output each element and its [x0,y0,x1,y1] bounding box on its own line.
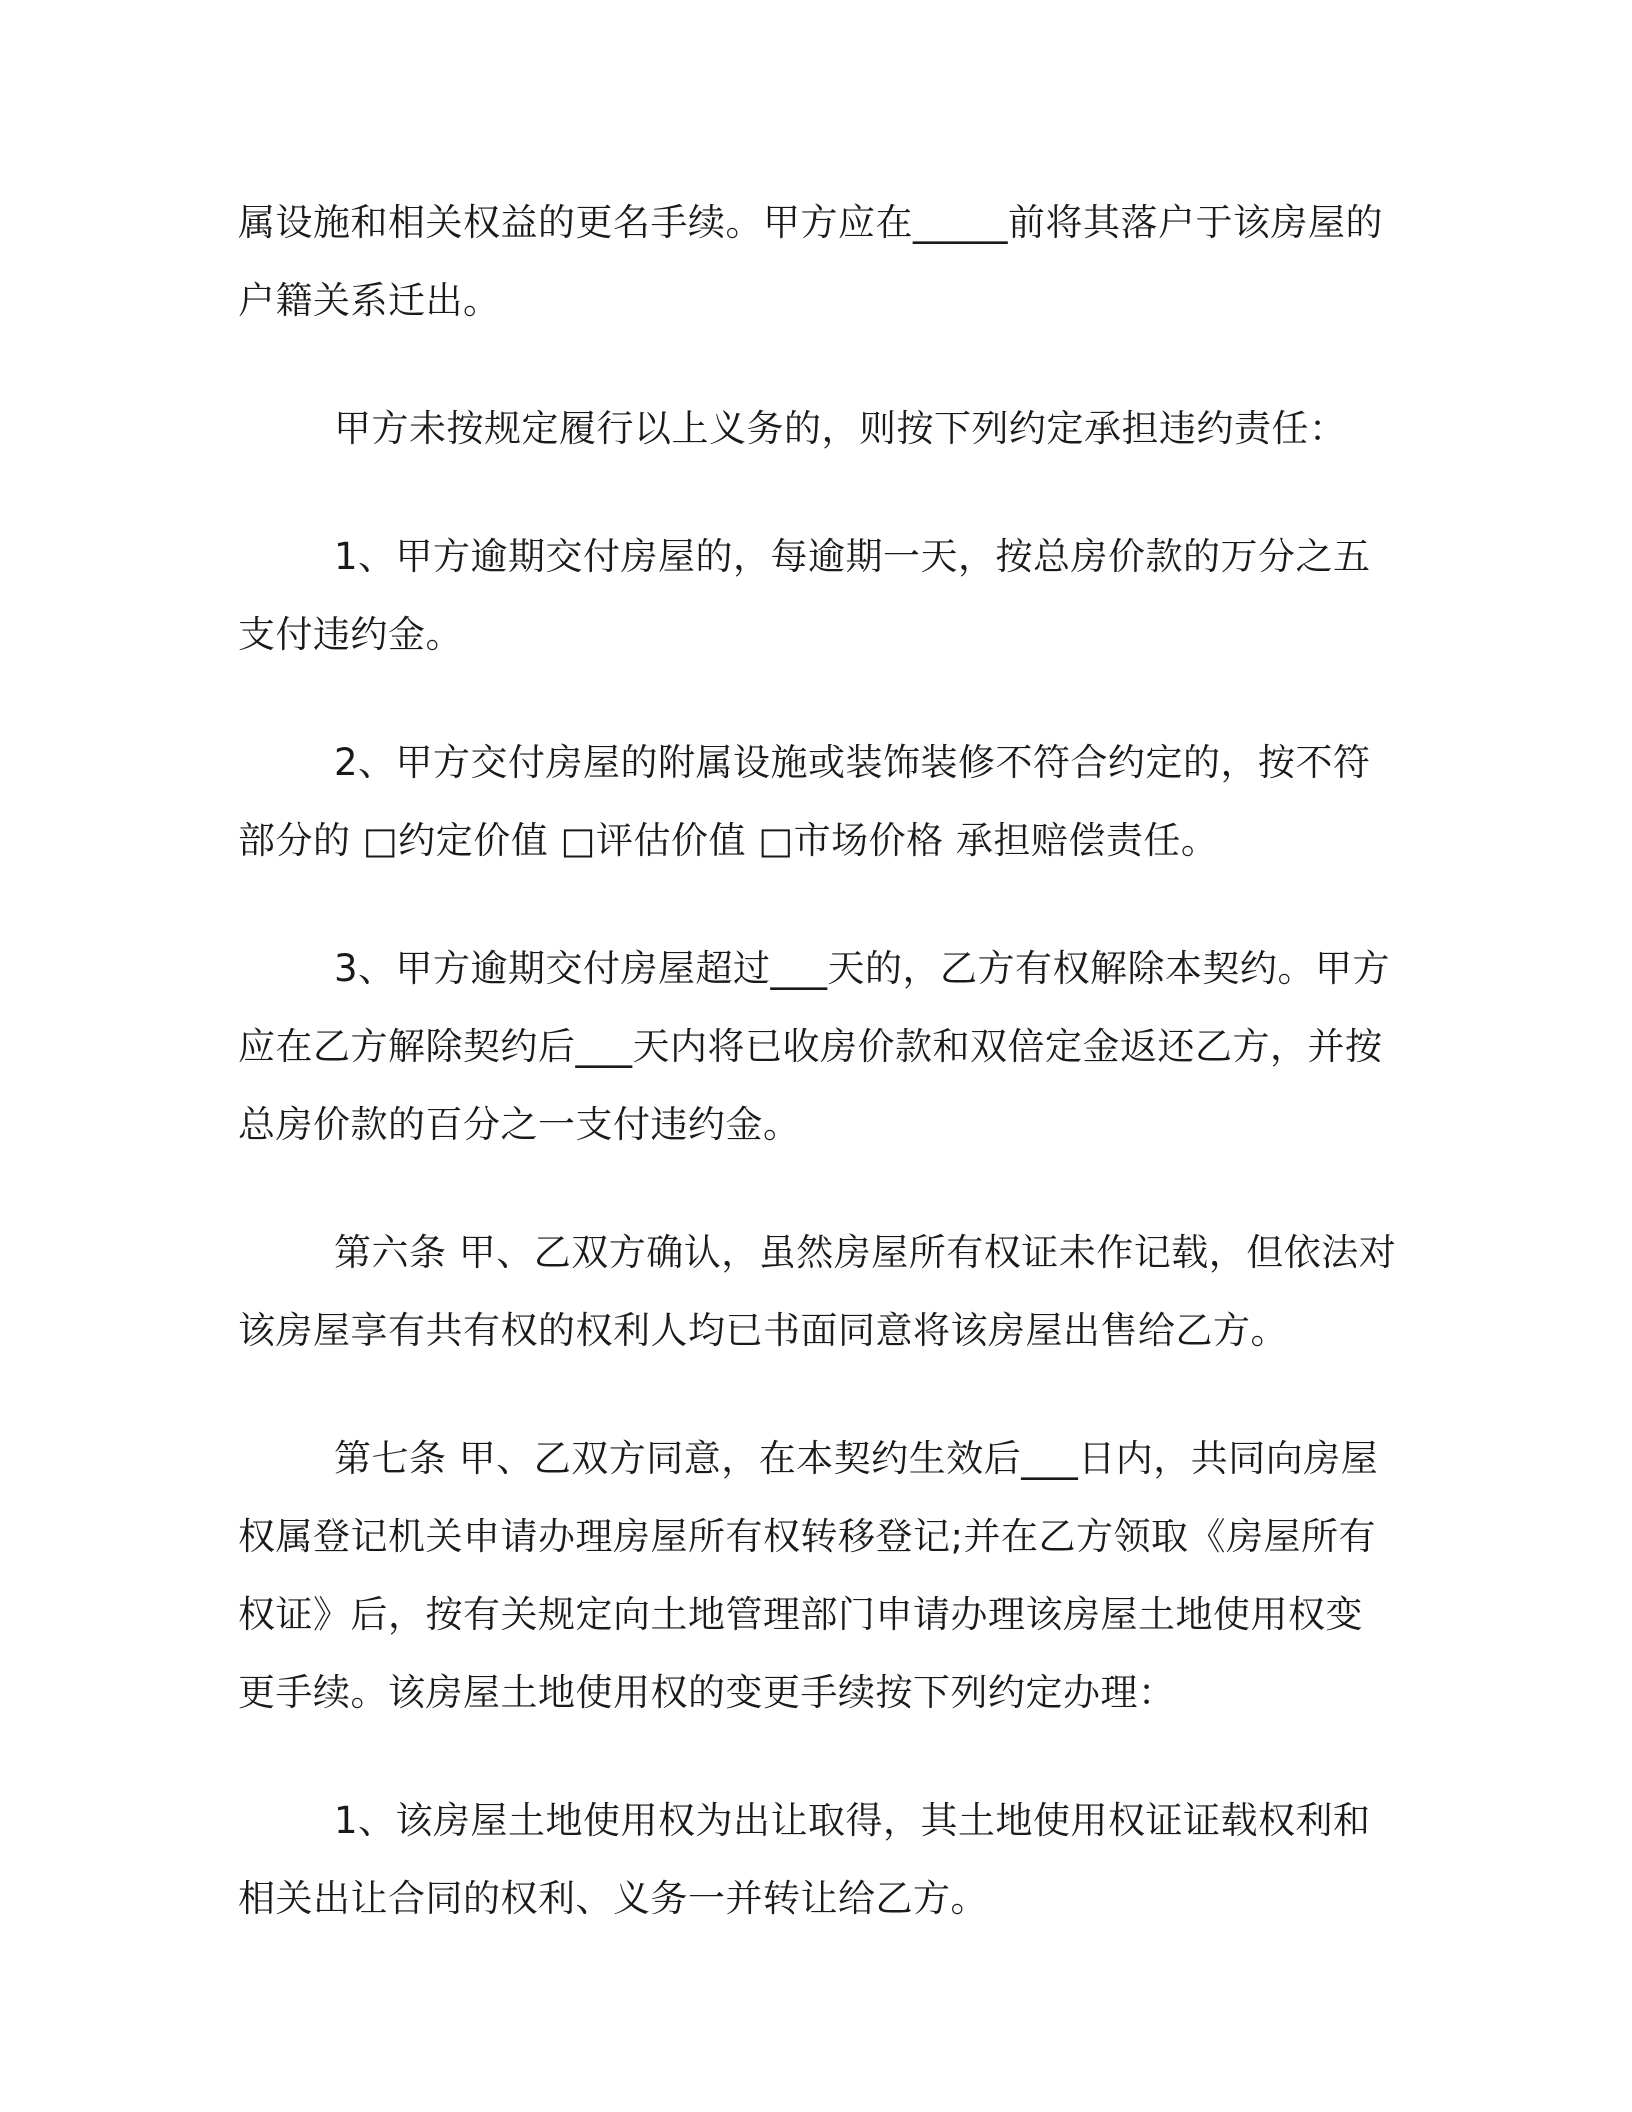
paragraph-1 [238,184,1398,340]
paragraph-line: 权证》后，按有关规定向土地管理部门申请办理该房屋土地使用权变 [238,1593,1363,1636]
paragraph-7 [238,1420,1398,1732]
paragraph-4 [238,724,1398,880]
paragraph-line: 1、该房屋土地使用权为出让取得，其土地使用权证证载权利和 [334,1799,1371,1842]
paragraph-3 [238,518,1398,674]
paragraph-line: 第六条 甲、乙双方确认，虽然房屋所有权证未作记载，但依法对 [334,1231,1397,1274]
paragraph-line: 属设施和相关权益的更名手续。甲方应在_____前将其落户于该房屋的 [238,201,1383,244]
document-page [238,184,1398,1988]
paragraph-line: 第七条 甲、乙双方同意，在本契约生效后___日内，共同向房屋 [334,1437,1379,1480]
paragraph-line: 权属登记机关申请办理房屋所有权转移登记;并在乙方领取《房屋所有 [238,1515,1376,1558]
paragraph-6 [238,1214,1398,1370]
paragraph-line: 总房价款的百分之一支付违约金。 [238,1103,801,1146]
paragraph-line: 支付违约金。 [238,613,463,656]
paragraph-line: 部分的 □约定价值 □评估价值 □市场价格 承担赔偿责任。 [238,819,1219,862]
paragraph-line: 2、甲方交付房屋的附属设施或装饰装修不符合约定的，按不符 [334,741,1371,784]
paragraph-2 [238,390,1398,468]
paragraph-line: 户籍关系迁出。 [238,279,501,322]
paragraph-5 [238,930,1398,1164]
paragraph-line: 1、甲方逾期交付房屋的，每逾期一天，按总房价款的万分之五 [334,535,1371,578]
paragraph-line: 相关出让合同的权利、义务一并转让给乙方。 [238,1877,988,1920]
paragraph-line: 应在乙方解除契约后___天内将已收房价款和双倍定金返还乙方，并按 [238,1025,1383,1068]
paragraph-line: 该房屋享有共有权的权利人均已书面同意将该房屋出售给乙方。 [238,1309,1288,1352]
paragraph-line: 3、甲方逾期交付房屋超过___天的，乙方有权解除本契约。甲方 [334,947,1391,990]
paragraph-line: 甲方未按规定履行以上义务的，则按下列约定承担违约责任： [334,407,1347,450]
paragraph-line: 更手续。该房屋土地使用权的变更手续按下列约定办理： [238,1671,1176,1714]
paragraph-8 [238,1782,1398,1938]
